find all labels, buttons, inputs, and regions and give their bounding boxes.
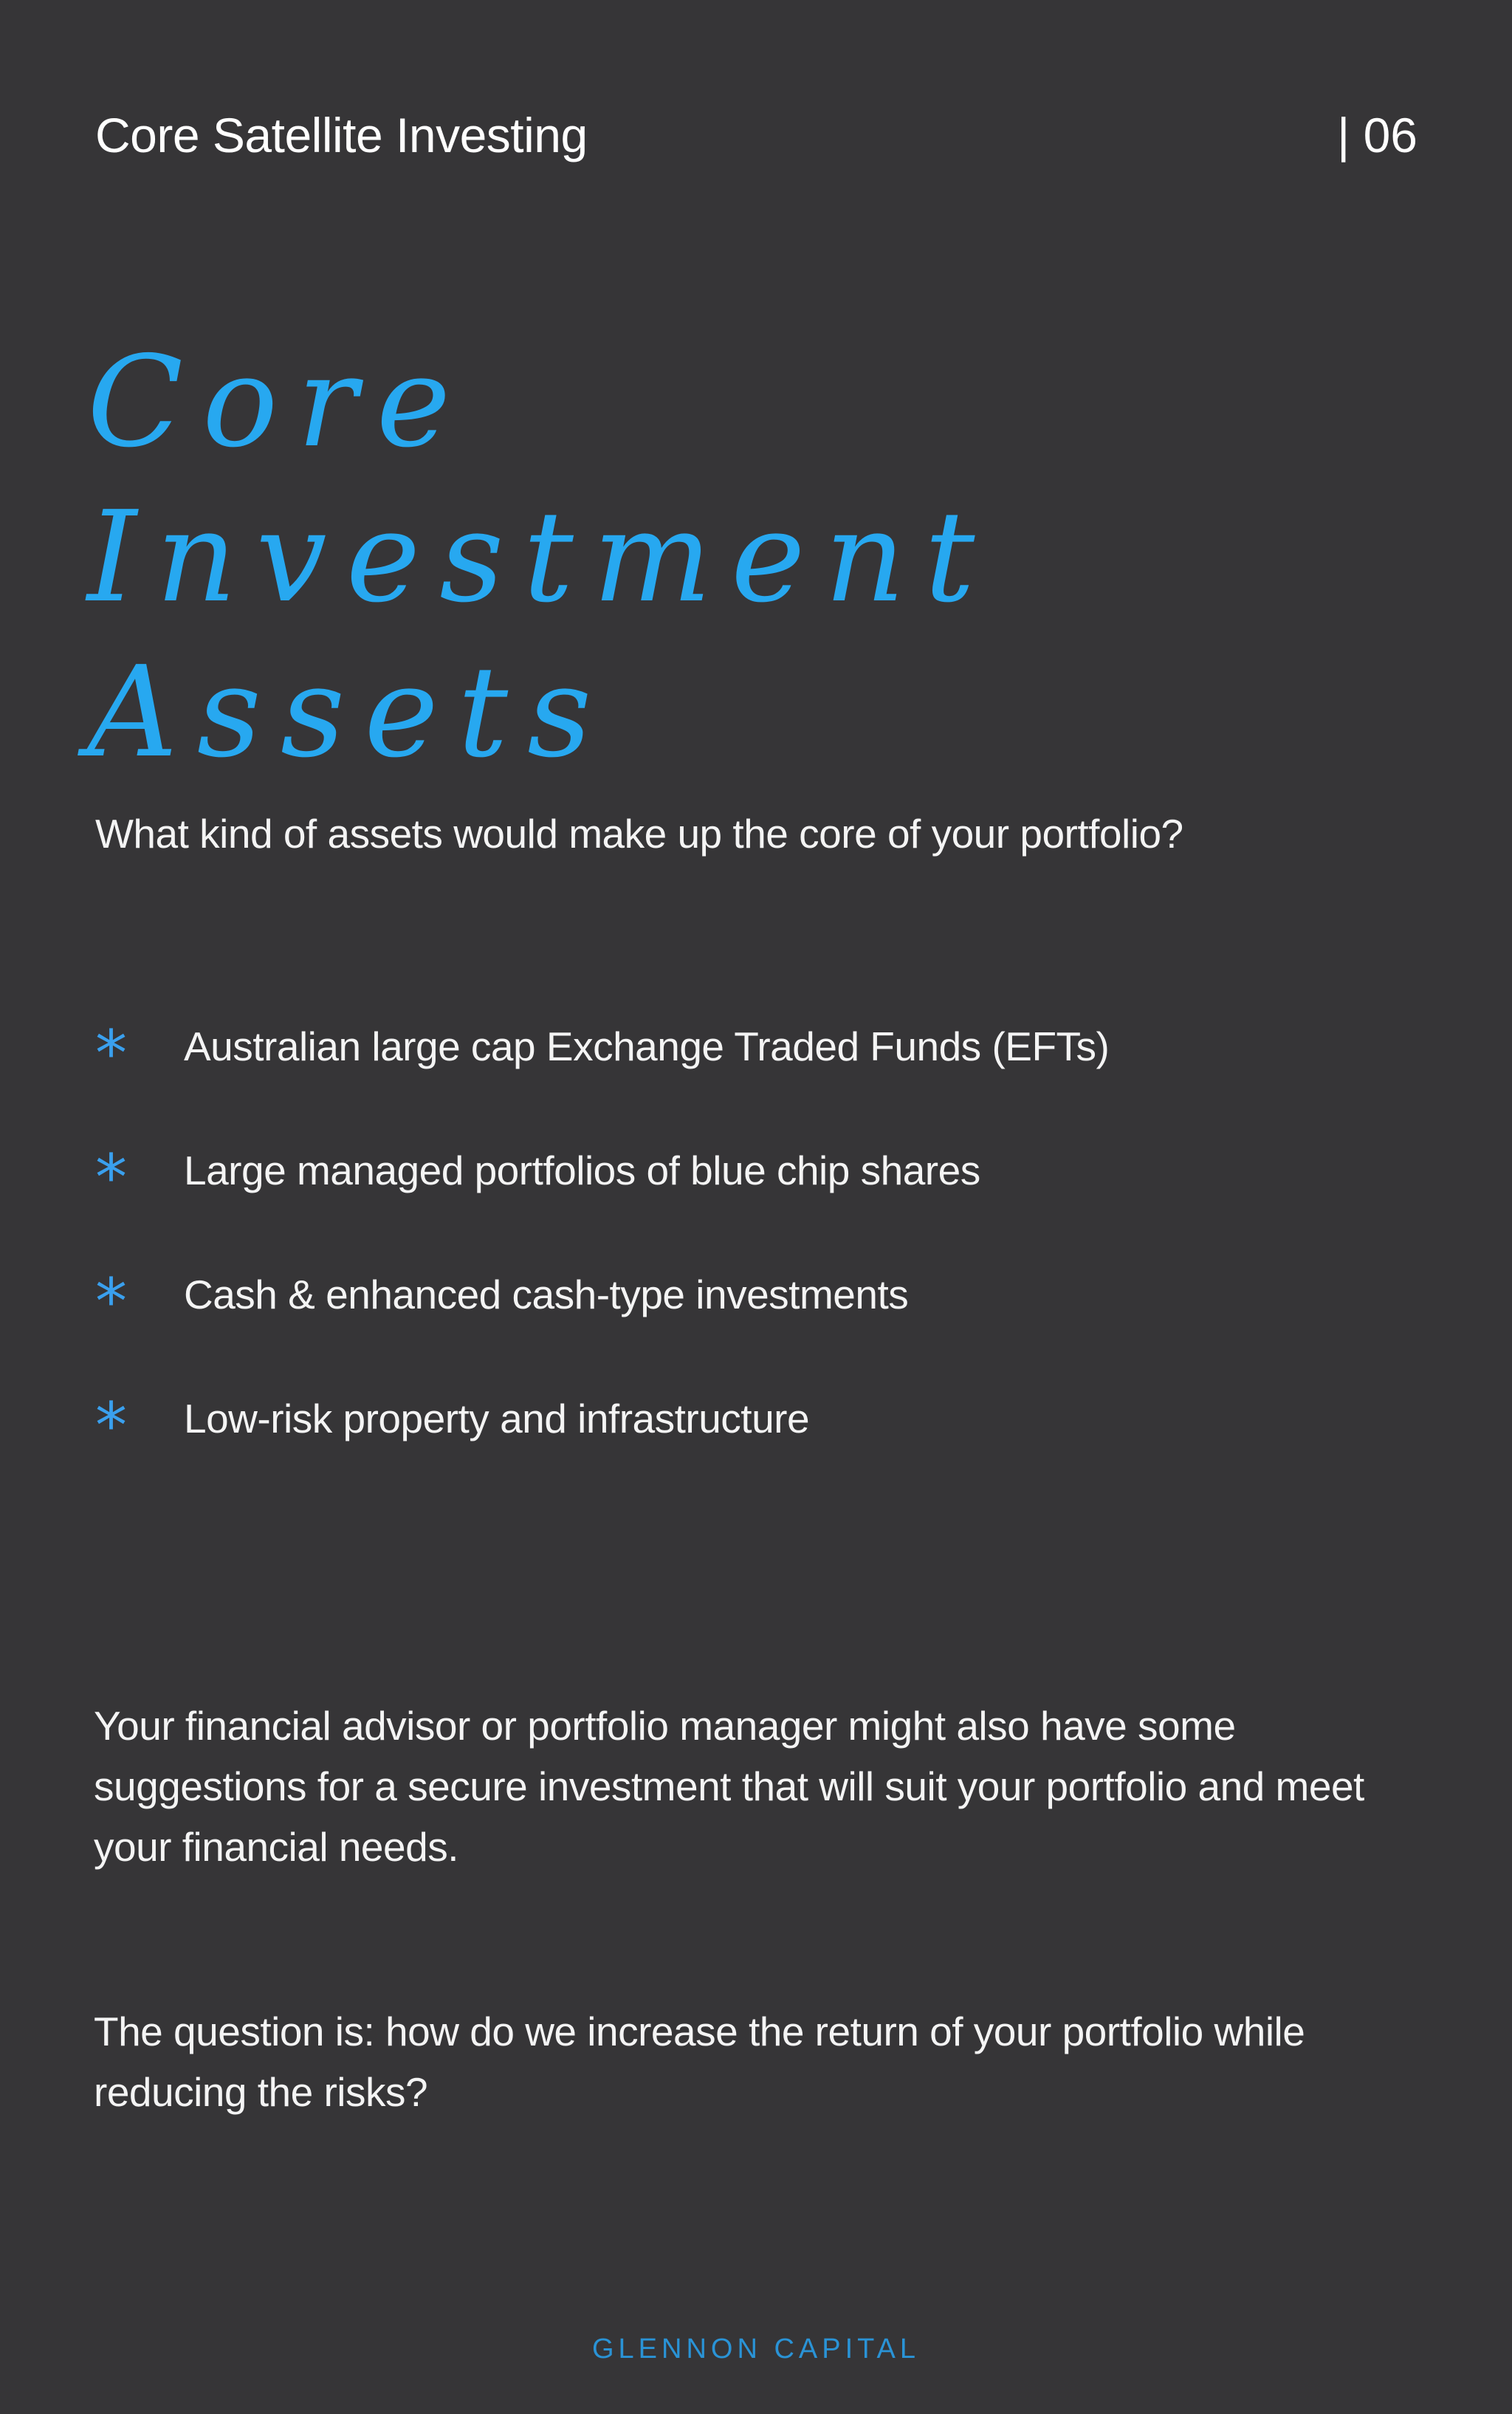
list-item-text: Cash & enhanced cash-type investments [184,1272,909,1317]
list-item [95,1267,1109,1391]
footer-brand: GLENNON CAPITAL [591,2334,921,2365]
asterisk-icon: * [95,1265,127,1339]
list-item [95,1019,1109,1143]
asterisk-icon: * [95,1017,127,1091]
question-paragraph: The question is: how do we increase the return of your portfolio while reducing the risks? [94,2009,1305,2115]
page-number: | 06 [1337,108,1418,162]
list-item-text: Low-risk property and infrastructure [184,1396,810,1441]
page-title-line-2: Assets [87,639,611,786]
list-item-text: Australian large cap Exchange Traded Funds (EFTs) [184,1023,1110,1069]
intro-question: What kind of assets would make up the core of your portfolio? [95,811,1183,857]
asterisk-icon: * [95,1389,127,1463]
list-item [95,1391,1109,1515]
list-item [95,1143,1109,1267]
page-title [87,325,1416,790]
page-title-line-1: Core Investment [87,329,994,631]
asset-list [95,1019,1109,1515]
list-item-text: Large managed portfolios of blue chip shares [184,1148,980,1193]
asterisk-icon: * [95,1141,127,1215]
advisor-paragraph: Your financial advisor or portfolio manager might also have some suggestions for a secure investment that will suit your portfolio and meet your financial needs. [94,1703,1364,1870]
running-title: Core Satellite Investing [95,108,588,162]
